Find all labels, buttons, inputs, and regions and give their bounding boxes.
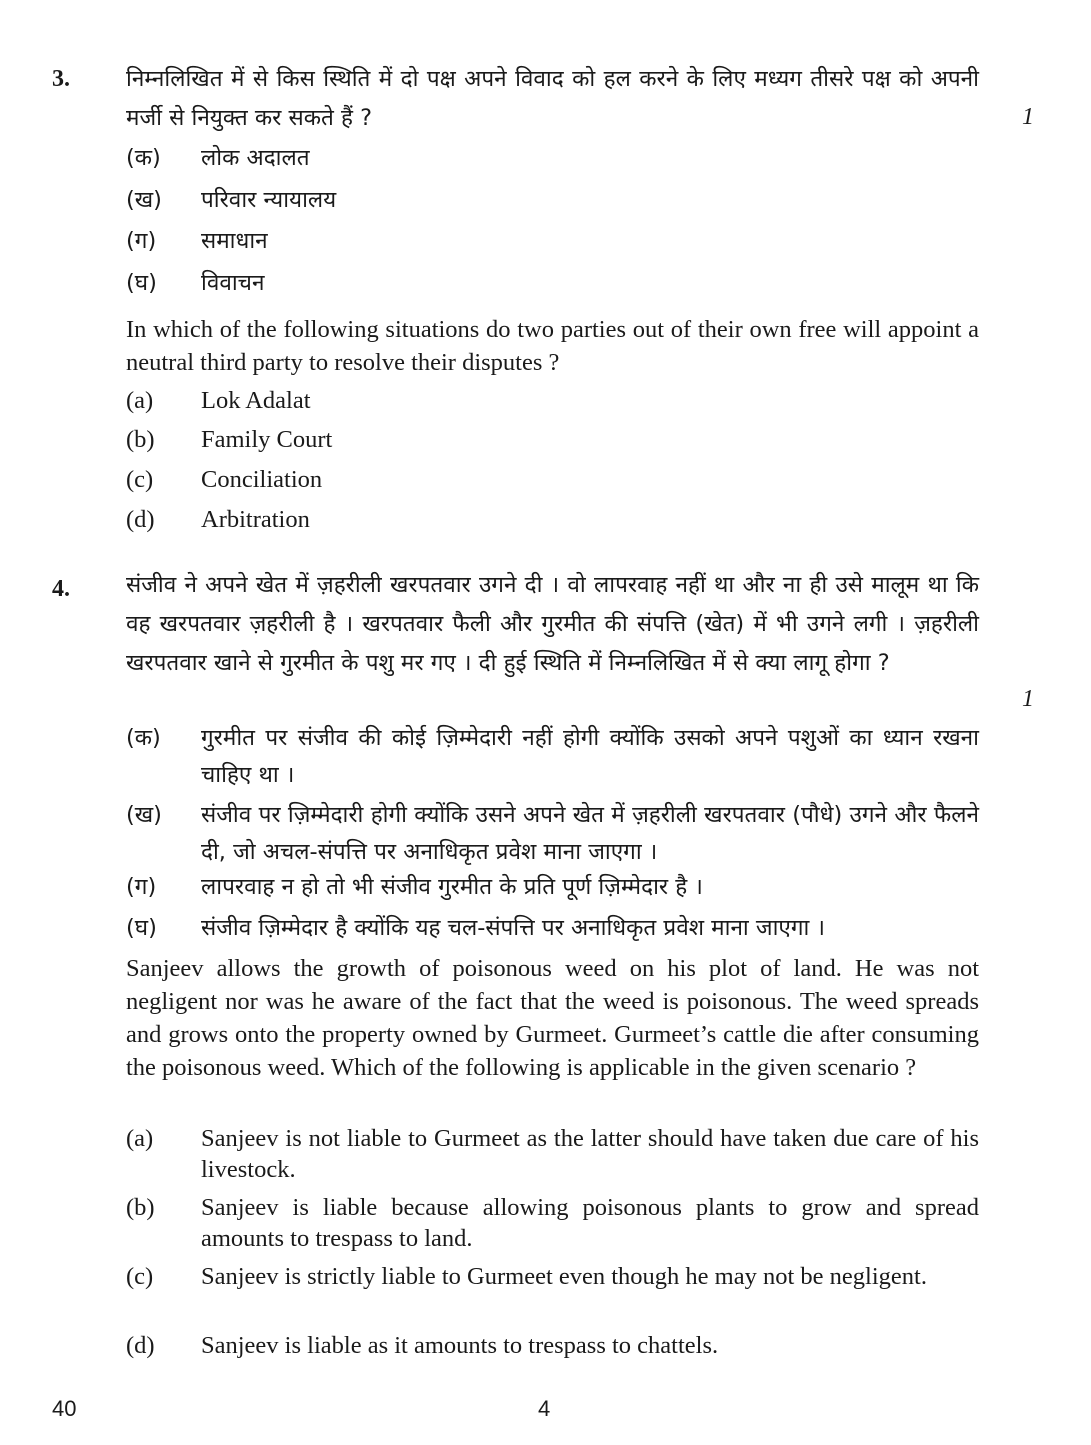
option-text: Conciliation [201, 466, 323, 493]
question-text-english: In which of the following situations do two parties out of their own free will appoint a neutral third party to resolve their disputes ? [126, 316, 979, 376]
option-text: संजीव पर ज़िम्मेदारी होगी क्योंकि उसने अपने खेत में ज़हरीली खरपतवार (पौधे) उगने और फैलने दी, जो अचल-संपत्ति पर अनाधिकृत प्रवेश माना जाएगा । [201, 802, 979, 865]
option-label: (c) [126, 1263, 154, 1290]
marks: 1 [1022, 686, 1034, 712]
option-text: संजीव ज़िम्मेदार है क्योंकि यह चल-संपत्ति पर अनाधिकृत प्रवेश माना जाएगा । [201, 915, 826, 941]
option-text: समाधान [201, 228, 268, 254]
page-number: 4 [538, 1396, 551, 1421]
option-text: परिवार न्यायालय [201, 187, 337, 213]
option-label: (घ) [126, 270, 157, 296]
option-label: (ख) [126, 802, 162, 828]
option-label: (घ) [126, 915, 157, 941]
option-label: (क) [126, 145, 161, 171]
option-label: (c) [126, 466, 154, 493]
option-label: (a) [126, 387, 154, 414]
option-label: (a) [126, 1125, 154, 1152]
question-number: 3. [52, 66, 70, 92]
option-text: Sanjeev is strictly liable to Gurmeet even though he may not be negligent. [201, 1263, 927, 1290]
option-text: Arbitration [201, 506, 310, 533]
question-text-hindi: निम्नलिखित में से किस स्थिति में दो पक्ष अपने विवाद को हल करने के लिए मध्यग तीसरे पक्ष को अपनी मर्जी से नियुक्त कर सकते हैं ? [126, 66, 979, 131]
option-text: Lok Adalat [201, 387, 311, 414]
option-label: (ग) [126, 874, 157, 900]
option-text: Sanjeev is not liable to Gurmeet as the latter should have taken due care of his livestock. [201, 1125, 979, 1183]
option-text: Sanjeev is liable because allowing poisonous plants to grow and spread amounts to trespass to land. [201, 1194, 979, 1252]
option-label: (क) [126, 725, 161, 751]
marks: 1 [1022, 104, 1034, 130]
question-text-english: Sanjeev allows the growth of poisonous weed on his plot of land. He was not negligent nor was he aware of the fact that the weed is poisonous. The weed spreads and grows onto the property owned by Gurmeet. Gurmeet’s cattle die after consuming the poisonous weed. Which of the following is applicable in the given scenario ? [126, 955, 979, 1081]
option-label: (ख) [126, 187, 162, 213]
question-number: 4. [52, 576, 70, 602]
option-label: (d) [126, 1332, 155, 1359]
option-text: Family Court [201, 426, 333, 453]
paper-code: 40 [52, 1396, 77, 1421]
option-label: (ग) [126, 228, 157, 254]
option-text: गुरमीत पर संजीव की कोई ज़िम्मेदारी नहीं होगी क्योंकि उसको अपने पशुओं का ध्यान रखना चाहिए था । [201, 725, 979, 788]
option-text: लापरवाह न हो तो भी संजीव गुरमीत के प्रति पूर्ण ज़िम्मेदार है । [201, 874, 703, 900]
option-label: (b) [126, 1194, 155, 1221]
question-text-hindi: संजीव ने अपने खेत में ज़हरीली खरपतवार उगने दी । वो लापरवाह नहीं था और ना ही उसे मालूम था कि वह खरपतवार ज़हरीली है । खरपतवार फैली और गुरमीत की संपत्ति (खेत) में भी उगने लगी । ज़हरीली खरपतवार खाने से गुरमीत के पशु मर गए । दी हुई स्थिति में निम्नलिखित में से क्या लागू होगा ? [126, 572, 979, 676]
option-label: (b) [126, 426, 155, 453]
option-text: विवाचन [201, 270, 265, 296]
option-text: लोक अदालत [201, 145, 310, 171]
option-label: (d) [126, 506, 155, 533]
option-text: Sanjeev is liable as it amounts to trespass to chattels. [201, 1332, 719, 1359]
